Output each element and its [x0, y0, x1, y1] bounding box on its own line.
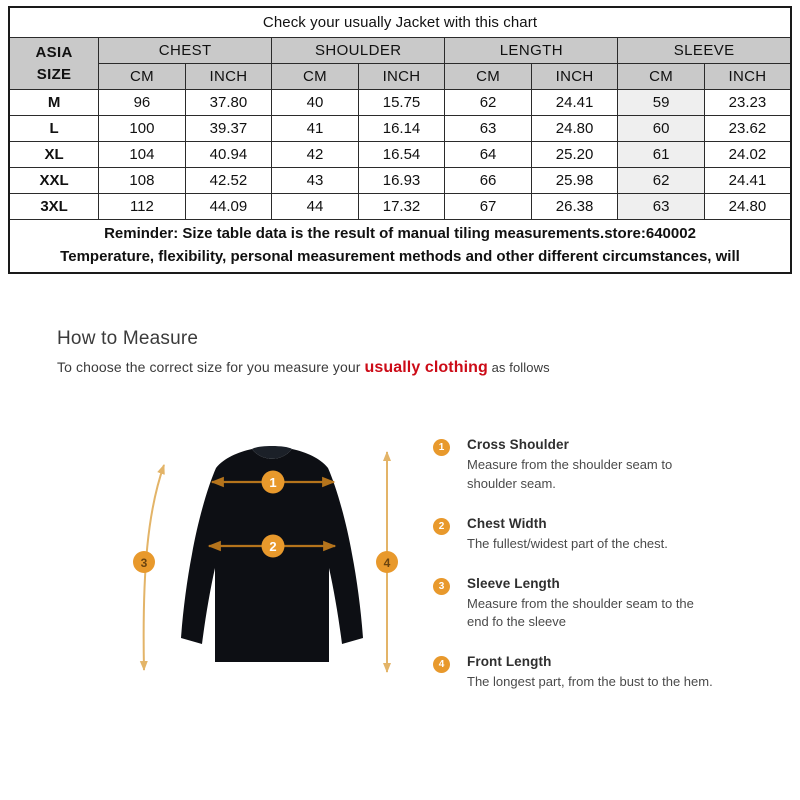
reminder-line-1: Reminder: Size table data is the result of manual tiling measurements.store:640002 — [104, 225, 696, 243]
legend-title-cross-shoulder: Cross Shoulder — [467, 437, 569, 452]
cell-sleeve-inch: 24.02 — [704, 142, 791, 168]
how-to-measure-section — [57, 328, 757, 377]
unit-header-chest-inch: INCH — [185, 64, 272, 90]
legend-badge-2: 2 — [433, 518, 450, 535]
reminder-line-2: Temperature, flexibility, personal measurement methods and other different circumstances, will — [60, 248, 740, 265]
how-to-measure-title: How to Measure — [57, 328, 199, 349]
cell-shoulder-inch: 16.93 — [358, 168, 445, 194]
cell-chest-inch: 42.52 — [185, 168, 272, 194]
legend-badge-3: 3 — [433, 578, 450, 595]
legend-desc-front-length: The longest part, from the bust to the hem. — [467, 674, 713, 690]
table-unit-header-row — [9, 64, 791, 90]
legend-title-sleeve-length: Sleeve Length — [467, 575, 560, 591]
row-size-label: XXL — [9, 168, 99, 194]
asia-size-header-line1: ASIA — [35, 43, 73, 61]
cell-shoulder-cm: 43 — [272, 168, 359, 194]
how-to-measure-subtitle — [57, 359, 757, 377]
cell-length-inch: 25.20 — [531, 142, 618, 168]
cell-sleeve-cm: 62 — [618, 168, 705, 194]
table-row — [9, 168, 791, 194]
diagram-marker-3 — [133, 551, 155, 573]
unit-header-shoulder-inch: INCH — [358, 64, 445, 90]
cell-shoulder-cm: 40 — [272, 90, 359, 116]
table-row — [9, 116, 791, 142]
cell-sleeve-inch: 23.23 — [704, 90, 791, 116]
unit-header-sleeve-inch: INCH — [704, 64, 791, 90]
cell-length-inch: 26.38 — [531, 194, 618, 220]
cell-sleeve-cm: 61 — [618, 142, 705, 168]
row-size-label: M — [9, 90, 99, 116]
table-group-header-row — [9, 38, 791, 64]
cell-chest-cm: 100 — [99, 116, 186, 142]
legend-item-cross-shoulder — [433, 437, 733, 494]
garment-diagram-svg — [120, 430, 430, 720]
cell-chest-inch: 39.37 — [185, 116, 272, 142]
cell-length-cm: 63 — [445, 116, 532, 142]
row-size-label: XL — [9, 142, 99, 168]
cell-sleeve-cm: 60 — [618, 116, 705, 142]
legend-desc-cross-shoulder: Measure from the shoulder seam to shoulder seam. — [467, 457, 673, 491]
size-chart-table — [8, 6, 792, 274]
cell-shoulder-inch: 17.32 — [358, 194, 445, 220]
cell-shoulder-inch: 15.75 — [358, 90, 445, 116]
table-title-row — [9, 7, 791, 38]
table-row — [9, 142, 791, 168]
cell-shoulder-inch: 16.14 — [358, 116, 445, 142]
legend-item-sleeve-length — [433, 576, 733, 633]
cell-shoulder-cm: 41 — [272, 116, 359, 142]
diagram-marker-2 — [262, 535, 285, 558]
garment-measurement-diagram — [120, 430, 430, 720]
cell-length-cm: 67 — [445, 194, 532, 220]
group-header-chest: CHEST — [99, 38, 272, 64]
cell-sleeve-inch: 24.41 — [704, 168, 791, 194]
asia-size-header-line2: SIZE — [36, 65, 72, 83]
row-size-label: 3XL — [9, 194, 99, 220]
legend-item-chest-width — [433, 516, 733, 554]
cell-shoulder-cm: 42 — [272, 142, 359, 168]
cell-sleeve-cm: 59 — [618, 90, 705, 116]
diagram-marker-2-label: 2 — [269, 539, 277, 554]
cell-sleeve-inch: 24.80 — [704, 194, 791, 220]
table-row — [9, 90, 791, 116]
legend-title-chest-width: Chest Width — [467, 515, 547, 531]
reminder-note — [9, 220, 791, 274]
cell-length-inch: 24.41 — [531, 90, 618, 116]
cell-chest-cm: 104 — [99, 142, 186, 168]
unit-header-length-inch: INCH — [531, 64, 618, 90]
diagram-marker-1-label: 1 — [269, 475, 277, 490]
diagram-marker-4 — [376, 551, 398, 573]
legend-desc-chest-width: The fullest/widest part of the chest. — [467, 535, 668, 551]
cell-length-inch: 25.98 — [531, 168, 618, 194]
asia-size-header — [9, 38, 99, 90]
row-size-label: L — [9, 116, 99, 142]
subtitle-text-after: as follows — [487, 360, 550, 375]
unit-header-sleeve-cm: CM — [618, 64, 705, 90]
cell-shoulder-cm: 44 — [272, 194, 359, 220]
group-header-length: LENGTH — [445, 38, 618, 64]
cell-chest-inch: 37.80 — [185, 90, 272, 116]
size-chart-table-container — [8, 6, 792, 274]
diagram-marker-1 — [262, 471, 285, 494]
cell-chest-inch: 40.94 — [185, 142, 272, 168]
measurement-legend — [433, 437, 733, 714]
legend-desc-sleeve-length: Measure from the shoulder seam to the end fo the sleeve — [467, 595, 694, 630]
unit-header-chest-cm: CM — [99, 64, 186, 90]
cell-length-inch: 24.80 — [531, 116, 618, 142]
subtitle-highlight: usually clothing — [364, 359, 488, 376]
legend-item-front-length — [433, 654, 733, 692]
unit-header-shoulder-cm: CM — [272, 64, 359, 90]
chart-title: Check your usually Jacket with this chart — [9, 7, 791, 38]
cell-length-cm: 62 — [445, 90, 532, 116]
cell-length-cm: 64 — [445, 142, 532, 168]
legend-badge-1: 1 — [433, 439, 450, 456]
diagram-marker-4-label: 4 — [383, 556, 391, 570]
table-reminder-row — [9, 220, 791, 274]
cell-chest-cm: 112 — [99, 194, 186, 220]
cell-chest-inch: 44.09 — [185, 194, 272, 220]
group-header-sleeve: SLEEVE — [618, 38, 791, 64]
cell-shoulder-inch: 16.54 — [358, 142, 445, 168]
cell-chest-cm: 108 — [99, 168, 186, 194]
diagram-marker-3-label: 3 — [140, 556, 148, 570]
table-row — [9, 194, 791, 220]
legend-badge-4: 4 — [433, 656, 450, 673]
cell-chest-cm: 96 — [99, 90, 186, 116]
unit-header-length-cm: CM — [445, 64, 532, 90]
legend-title-front-length: Front Length — [467, 654, 552, 670]
subtitle-text-before: To choose the correct size for you measure your — [57, 359, 365, 375]
cell-sleeve-cm: 63 — [618, 194, 705, 220]
cell-length-cm: 66 — [445, 168, 532, 194]
group-header-shoulder: SHOULDER — [272, 38, 445, 64]
cell-sleeve-inch: 23.62 — [704, 116, 791, 142]
